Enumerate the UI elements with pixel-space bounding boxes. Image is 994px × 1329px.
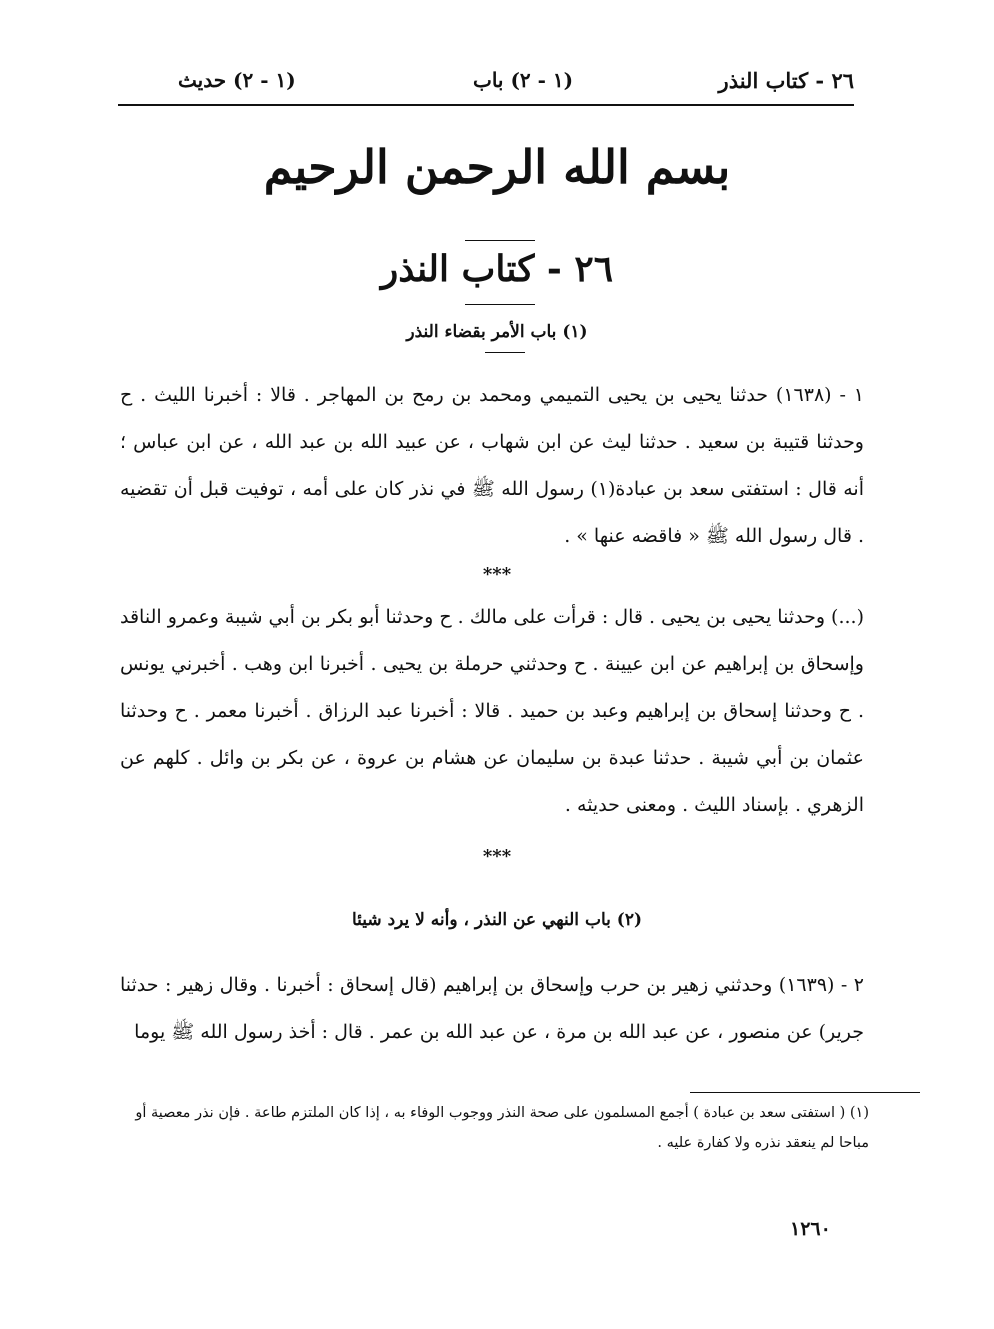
chapter-heading-divider [485, 352, 525, 353]
footnote-rule [690, 1092, 920, 1093]
chapter-heading-2: (٢) باب النهي عن النذر ، وأنه لا يرد شيئا [351, 910, 643, 930]
book-title: ٢٦ - كتاب النذر [380, 248, 614, 290]
header-rule [118, 104, 854, 106]
footnote: (١) ( استفتى سعد بن عبادة ) أجمع المسلمون على صحة النذر ووجوب الوفاء به ، إذا كان الملتزم طاعة . فإن نذر معصية أو مباحا لم ينعقد نذره ولا كفارة عليه . [135, 1105, 869, 1151]
header-bab-ref: (١ - ٢) باب [473, 68, 574, 92]
running-header [118, 68, 854, 102]
section-separator-2: *** [482, 846, 512, 867]
book-title-divider [465, 304, 535, 305]
page-number: ١٢٦٠ [790, 1218, 831, 1240]
hadith-paragraph-1: ١ - (١٦٣٨) حدثنا يحيى بن يحيى التميمي ومحمد بن رمح بن المهاجر . قالا : أخبرنا الليث . ح وحدثنا قتيبة بن سعيد . حدثنا ليث عن ابن شهاب ، عن عبيد الله بن عبد الله ، عن ابن عباس ؛ أنه قال : استفتى سعد بن عبادة(١) رسول الله ﷺ في نذر كان على أمه ، توفيت قبل أن تقضيه . قال رسول الله ﷺ « فاقضه عنها » . [120, 384, 864, 547]
hadith-chain-paragraph: (...) وحدثنا يحيى بن يحيى . قال : قرأت على مالك . ح وحدثنا أبو بكر بن أبي شيبة وعمرو الناقد وإسحاق بن إبراهيم عن ابن عيينة . ح وحدثني حرملة بن يحيى . أخبرنا ابن وهب . أخبرني يونس . ح وحدثنا إسحاق بن إبراهيم وعبد بن حميد . قالا : أخبرنا عبد الرزاق . أخبرنا معمر . ح وحدثنا عثمان بن أبي شيبة . حدثنا عبدة بن سليمان عن هشام بن عروة ، عن بكر بن وائل . كلهم عن الزهري . بإسناد الليث . ومعنى حديثه . [120, 606, 864, 816]
header-book-ref: ٢٦ - كتاب النذر [718, 68, 854, 93]
section-separator-1: *** [482, 564, 512, 585]
header-hadith-ref: (١ - ٢) حديث [178, 68, 296, 92]
basmala-calligraphy: بسم الله الرحمن الرحيم [263, 140, 731, 194]
chapter-heading-1: (١) باب الأمر بقضاء النذر [406, 322, 588, 342]
basmala-divider [465, 240, 535, 241]
hadith-paragraph-2: ٢ - (١٦٣٩) وحدثني زهير بن حرب وإسحاق بن إبراهيم (قال إسحاق : أخبرنا . وقال زهير : حدثنا جرير) عن منصور ، عن عبد الله بن مرة ، عن عبد الله بن عمر . قال : أخذ رسول الله ﷺ يوما [120, 974, 864, 1043]
